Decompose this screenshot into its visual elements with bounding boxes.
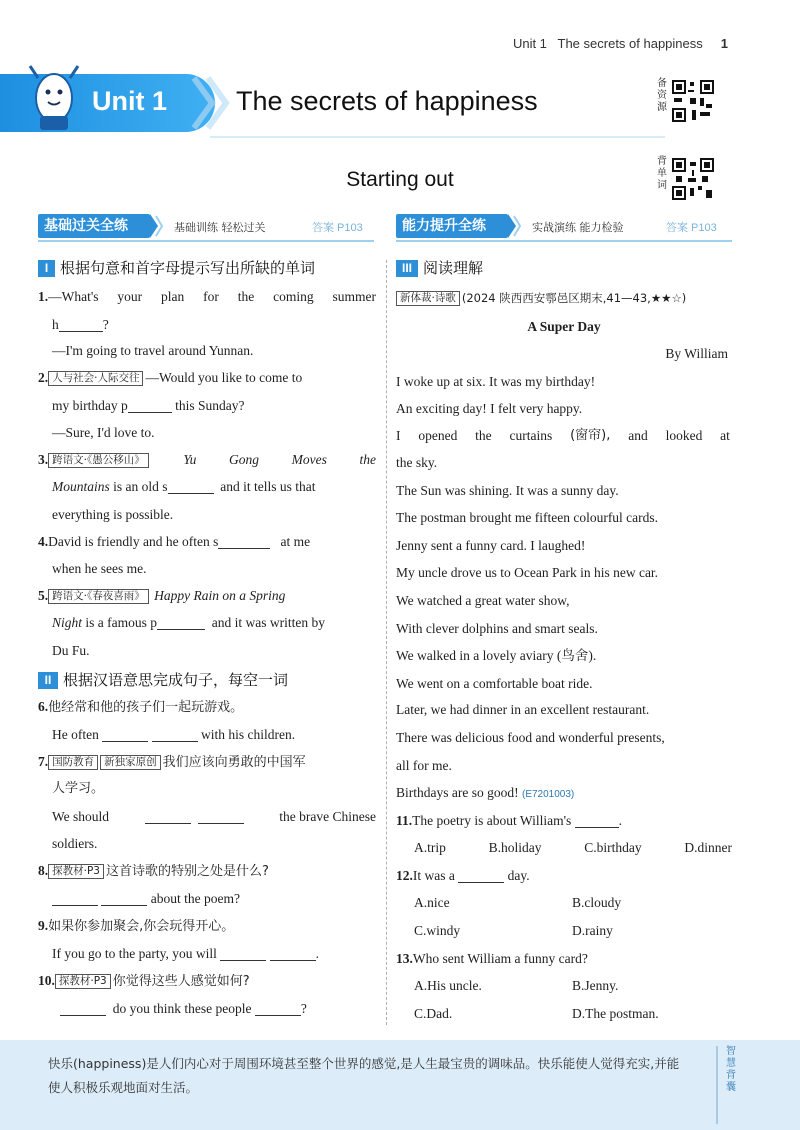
q2-line3: —Sure, I'd love to. xyxy=(52,425,155,440)
left-bar-answer: 答案 P103 xyxy=(312,222,363,234)
q6-blank-1[interactable] xyxy=(102,728,148,742)
q4-line1: 4.David is friendly and he often s at me xyxy=(38,534,311,549)
q11-option-b[interactable]: B.holiday xyxy=(488,840,542,855)
footer-side-label: 智 慧 背 囊 xyxy=(716,1046,742,1124)
q11-stem: 11.The poetry is about William's . xyxy=(396,813,623,828)
q7-tag-2: 新独家原创 xyxy=(100,755,161,770)
q1-line2: h ? xyxy=(52,317,109,332)
poem-line: An exciting day! I felt very happy. xyxy=(396,401,583,416)
section-title: Starting out xyxy=(346,168,454,191)
poem-title: A Super Day xyxy=(527,319,601,334)
q1-blank[interactable] xyxy=(59,318,103,332)
q7-blank-2[interactable] xyxy=(198,810,244,824)
poem-byline: By William xyxy=(665,346,728,361)
poem-line: We watched a great water show, xyxy=(396,593,570,608)
q9-line2: If you go to the party, you will . xyxy=(52,946,319,961)
q11-option-d[interactable]: D.dinner xyxy=(684,840,732,855)
q13-option-d[interactable]: D.The postman. xyxy=(572,1006,659,1021)
q11-option-c[interactable]: C.birthday xyxy=(584,840,642,855)
q7-tag-1: 国防教育 xyxy=(48,755,98,770)
part2-title: 根据汉语意思完成句子，每空一词 xyxy=(63,671,289,689)
right-bar-subtitle: 实战演练 能力检验 xyxy=(532,221,624,234)
qr-top-label: 备 资 源 xyxy=(657,78,667,113)
q12-option-a[interactable]: A.nice xyxy=(414,895,450,910)
q5-line1: 5. 跨语文·《春夜喜雨》 Happy Rain on a Spring xyxy=(38,588,286,603)
poem-line: The Sun was shining. It was a sunny day. xyxy=(396,483,619,498)
q12-stem: 12.It was a day. xyxy=(396,868,530,883)
left-bar-subtitle: 基础训练 轻松过关 xyxy=(174,221,266,234)
q5-line3: Du Fu. xyxy=(52,643,90,658)
q9-line1: 9.如果你参加聚会,你会玩得开心。 xyxy=(38,918,235,934)
q13-option-c[interactable]: C.Dad. xyxy=(414,1006,453,1021)
bar-chevron-icon xyxy=(508,214,522,238)
poem-line: There was delicious food and wonderful presents, xyxy=(396,730,665,745)
q12-option-c[interactable]: C.windy xyxy=(414,923,461,938)
q3-blank[interactable] xyxy=(168,480,214,494)
mascot-illustration xyxy=(24,58,84,138)
part2-numeral: II xyxy=(38,672,58,689)
q3-line3: everything is possible. xyxy=(52,507,174,522)
banner-underline xyxy=(210,136,665,138)
column-divider xyxy=(386,260,387,1025)
unit-title: The secrets of happiness xyxy=(236,86,538,116)
q11-options xyxy=(414,839,732,857)
qr-code-icon[interactable] xyxy=(672,80,714,122)
q8-line2: about the poem? xyxy=(52,890,240,908)
q10-tag: 探教材·P3 xyxy=(55,974,111,989)
page-number: 1 xyxy=(720,36,728,51)
question-code: (E7201003) xyxy=(521,789,575,800)
part3-source-tag: 新体裁·诗歌 xyxy=(396,291,460,306)
q3-line2: Mountains is an old s and it tells us that xyxy=(52,479,316,494)
poem-line: We went on a comfortable boat ride. xyxy=(396,676,593,691)
q11-blank[interactable] xyxy=(575,814,619,828)
q13-option-b[interactable]: B.Jenny. xyxy=(572,978,619,993)
q12-blank[interactable] xyxy=(458,869,504,883)
poem-line: the sky. xyxy=(396,455,438,470)
part2-heading xyxy=(38,669,288,690)
q4-blank[interactable] xyxy=(218,535,270,549)
qr-mid-label: 背 单 词 xyxy=(657,156,667,191)
q8-line1: 8. 探教材·P3 这首诗歌的特别之处是什么? xyxy=(38,863,269,879)
q7-line4: soldiers. xyxy=(52,836,98,851)
poem-last-line: Birthdays are so good! (E7201003) xyxy=(396,785,575,800)
q5-blank[interactable] xyxy=(157,616,205,630)
q9-blank-2[interactable] xyxy=(270,947,316,961)
q13-option-a[interactable]: A.His uncle. xyxy=(414,978,482,993)
q13-stem: 13.Who sent William a funny card? xyxy=(396,951,588,966)
q9-blank-1[interactable] xyxy=(220,947,266,961)
chevron-decoration-icon xyxy=(190,74,230,132)
q2-tag: 人与社会·人际交往 xyxy=(48,371,143,386)
q5-line2: Night is a famous p and it was written by xyxy=(52,615,325,630)
poem-line: Later, we had dinner in an excellent restaurant. xyxy=(396,702,650,717)
q12-option-d[interactable]: D.rainy xyxy=(572,923,613,938)
left-bar-tag: 基础过关全练 xyxy=(38,214,150,238)
right-bar-tag: 能力提升全练 xyxy=(396,214,508,238)
running-header xyxy=(513,36,728,51)
q2-line2: my birthday p this Sunday? xyxy=(52,398,245,413)
q1-line3: —I'm going to travel around Yunnan. xyxy=(52,343,254,358)
q5-tag: 跨语文·《春夜喜雨》 xyxy=(48,589,149,604)
q2-blank[interactable] xyxy=(128,399,172,413)
q8-tag: 探教材·P3 xyxy=(48,864,104,879)
right-bar-underline xyxy=(396,240,732,242)
q1-line1: 1.—What's your plan for the coming summer xyxy=(38,289,376,304)
part3-source: 新体裁·诗歌 (2024 陕西西安鄠邑区期末,41—43,★★☆) xyxy=(396,289,686,307)
q11-option-a[interactable]: A.trip xyxy=(414,840,446,855)
poem-line: all for me. xyxy=(396,758,452,773)
q7-line2: 人学习。 xyxy=(52,781,105,796)
poem-line: I opened the curtains (窗帘), and looked at xyxy=(396,428,730,443)
right-bar-answer: 答案 P103 xyxy=(666,222,717,234)
part3-numeral: III xyxy=(396,260,418,277)
q1-number: 1. xyxy=(38,289,49,304)
q7-line3: We should the brave Chinese xyxy=(52,809,376,824)
q10-blank-1[interactable] xyxy=(60,1002,106,1016)
bar-chevron-icon xyxy=(150,214,164,238)
left-bar-underline xyxy=(38,240,374,242)
q7-line1: 7. 国防教育 新独家原创 我们应该向勇敢的中国军 xyxy=(38,754,306,770)
q6-line1: 6.他经常和他的孩子们一起玩游戏。 xyxy=(38,699,244,715)
q10-line2: do you think these people ? xyxy=(60,1000,307,1018)
part3-title: 阅读理解 xyxy=(423,259,484,277)
q8-blank-2[interactable] xyxy=(101,892,147,906)
footer-text: 快乐(happiness)是人们内心对于周围环境甚至整个世界的感觉,是人生最宝贵的调味品。快乐能使人觉得充实,并能使人积极乐观地面对生活。 xyxy=(48,1056,680,1095)
q2-line1: 2. 人与社会·人际交往 —Would you like to come to xyxy=(38,370,303,385)
poem-line: The postman brought me fifteen colourful cards. xyxy=(396,510,659,525)
unit-label: Unit 1 xyxy=(92,86,168,116)
poem-line: We walked in a lovely aviary (鸟舍). xyxy=(396,648,597,663)
q10-blank-2[interactable] xyxy=(255,1002,301,1016)
q6-blank-2[interactable] xyxy=(152,728,198,742)
part1-numeral: I xyxy=(38,260,55,277)
q6-line2: He often with his children. xyxy=(52,727,296,742)
part1-title: 根据句意和首字母提示写出所缺的单词 xyxy=(60,259,316,277)
q7-blank-1[interactable] xyxy=(145,810,191,824)
q12-option-b[interactable]: B.cloudy xyxy=(572,895,622,910)
poem-line: With clever dolphins and smart seals. xyxy=(396,621,598,636)
part1-heading xyxy=(38,257,315,278)
q8-blank-1[interactable] xyxy=(52,892,98,906)
part3-heading xyxy=(396,257,483,278)
q10-line1: 10. 探教材·P3 你觉得这些人感觉如何? xyxy=(38,973,250,989)
poem-line: My uncle drove us to Ocean Park in his new car. xyxy=(396,565,659,580)
poem-line: Jenny sent a funny card. I laughed! xyxy=(396,538,586,553)
q3-tag: 跨语文·《愚公移山》 xyxy=(48,453,149,468)
q4-line2: when he sees me. xyxy=(52,561,147,576)
q3-line1: 3. 跨语文·《愚公移山》 Yu Gong Moves the xyxy=(38,452,376,467)
poem-line: I woke up at six. It was my birthday! xyxy=(396,374,596,389)
running-header-text: Unit 1 The secrets of happiness xyxy=(512,36,703,51)
